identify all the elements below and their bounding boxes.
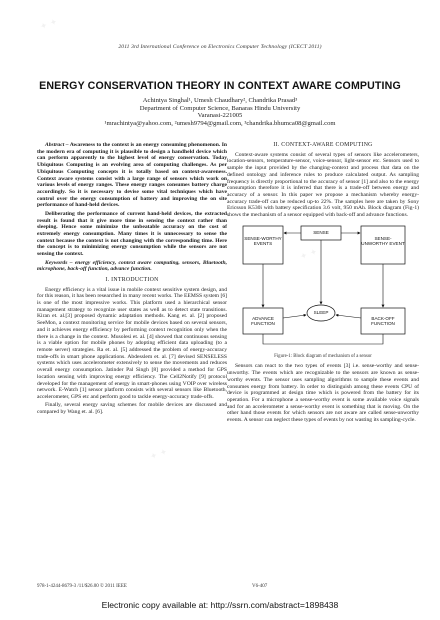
backoff-to-sleep-arrow: [336, 315, 361, 318]
advance-function-label: ADVANCE FUNCTION: [251, 315, 275, 327]
backoff-function-label: BACK-OFF FUNCTION: [371, 315, 395, 327]
section-2-heading: II. CONTEXT-AWARE COMPUTING: [273, 142, 373, 148]
footer-page-number: V6-407: [252, 584, 268, 589]
advance-to-sleep-arrow: [283, 315, 306, 318]
intro-paragraph-1: Energy efficiency is a vital issue in mobile context sensitive system design, and for this reason, it has been researched in many recent works. The EEMSS system [6] is one of the most impressive works. This platform used a hierarchical sensor management strategy to recognize user states as well as to detect state transitions. Kiran et. al.[3] proposed dynamic adaptation methods. Kang et. al. [2] proposed SeeMon, a context monitoring service for mobile devices based on several sensors, and it achieves energy efficiency by performing context recognition only when the there is a change in the context. Musolesi et. al. [4] showed that continuous sensing is a viable option for mobile phones by adopting efficient data uploading (to a remote server) strategies. Ra et. al. [5] addressed the problem of energy-accuracy trade-offs in smart phone applications. Abdesslem et. al. [7] devised SENSELESS systems which uses accelerometer extensively to sense the movements and reduces overall energy consumption. Jatinder Pal Singh [8] provided a method for GPS location sensing with improving energy efficiency. The Cell2Notify [9] protocol developed for the management of energy in smart-phones using VOIP over wireless network. E-Watch [1] sensor platform consists with several sensors like Bluetooth, accelerometer, GPS etc and perform good to tackle energy-accuracy trade-offs.: [37, 286, 227, 400]
context-paragraph-2: Sensors can react to the two types of events [3] i.e. sense-worthy and sense-unworthy. The events which are recognizable to the sensors are known as sense-worthy events. The sensor uses sampling algorithms to sample these events and consumes energy from battery. In order to distinguish among these events CPU of device is programmed at design time which is powered from the battery for its operation. For a microphone a sense-worthy event is some available voice signals and for an accelerometer a sense-worthy event is something that is moving. On the other hand those events for which sensors are not aware are called sense-unworthy events. A sensor can neglect these types of events by not wasting its sampling-cycle.: [227, 363, 419, 424]
block-diagram: [229, 222, 417, 352]
abstract-paragraph: [37, 142, 227, 209]
left-column: [37, 142, 227, 418]
figure-caption: Figure-1: Block diagram of mechanism of a sensor: [274, 353, 372, 359]
loop-line: [263, 334, 383, 344]
watermark: ✦ ✦: [38, 17, 60, 33]
keywords: [37, 260, 227, 273]
download-link[interactable]: Electronic copy available at: http://ssrn.com/abstract=1898438: [101, 600, 339, 610]
abstract-paragraph-2: Deliberating the performance of current hand-held devices, the extracted result is found that it give more time in sensing the context rather than sleeping. Hence some minimize the unbeatable accuracy on the cost of extremely energy consumption. Many times it is unnecessary to sense the context because the context is not changing with the corresponding time. Here the concept is to minimizing energy consumption while the sensors are not sensing the context.: [37, 210, 227, 258]
context-paragraph-1: Context-aware systems consist of several types of sensors like accelerometers, location-sensors, temperature-sensor, voice-sensor, light-sensor etc. Sensors used to sample the input provided by the changing-context and process that data on the defined ontology and inference rules to produce calculated output. As sampling frequency is directly proportional to the accuracy of sensor [1] and also to the energy consumption therefore it is inferred that there is a trade-off between energy and accuracy of a sensor. In this paper we propose a mechanism whereby energy-accuracy trade-off can be reduced up-to 22%. The samples here are taken by Sony Ericsson K530i with battery specification 3.6 volt, 950 mAh. Block diagram (Fig-1) shows the mechanism of a sensor equipped with back-off and advance functions.: [227, 151, 419, 219]
abstract-text: Awareness to the context is an energy consuming phenomenon. In the modern era of computing it is plausible to design a handheld device which can perform apparently to the highest level of energy conservation. Today Ubiquitous Computing is an evolving area of computing challenges. As per Ubiquitous Computing concepts it is totally based on context-awareness. Context aware systems consist with a large range of sensors which work on various levels of energy ranges. These energy ranges consumes battery charge accordingly. So it is necessary to devise some vital techniques which have control over the energy consumption of battery and improving the on site performance of hand-held devices.: [37, 142, 227, 209]
keywords-text: energy efficiency, context aware computing, sensors, Bluetooth, microphone, back-off function, advance function.: [37, 259, 227, 273]
watermark: ✦ ✦: [148, 447, 170, 463]
author-department: Department of Computer Science, Banaras Hindu University: [139, 104, 301, 112]
right-column: [227, 142, 419, 426]
footer-isbn: 978-1-4244-8679-3 /11/$26.00 © 2011 IEEE: [37, 584, 127, 589]
author-block: [0, 97, 440, 127]
keywords-label: Keywords –: [45, 259, 73, 266]
sleep-label: SLEEP: [313, 309, 329, 315]
paper-title: ENERGY CONSERVATION THEORY IN CONTEXT AWARE COMPUTING: [39, 80, 401, 92]
author-emails[interactable]: ¹mrachintya@yahoo.com, ²umesh9794@gmail.com, ³chandrika.bhumca08@gmail.com: [104, 119, 336, 127]
author-names: Achintya Singhal¹, Umesh Chaudhary², Chandrika Prasad³: [142, 97, 298, 104]
author-city: Varanasi-221005: [197, 112, 243, 120]
watermark: ✦ ✦: [298, 247, 320, 263]
intro-paragraph-2: Finally, several energy saving schemes for mobile devices are discussed and compared by Wang et. al. [6].: [37, 402, 227, 416]
sense-unworthy-label: SENSE-UNWORTHY EVENT: [361, 235, 405, 247]
conference-header: 2011 3rd International Conference on Electronics Computer Technology (ICECT 2011): [118, 44, 322, 50]
sense-worthy-label: SENSE-WORTHY EVENTS: [244, 235, 282, 247]
section-1-heading: I. INTRODUCTION: [105, 276, 159, 283]
abstract-label: Abstract –: [45, 142, 69, 148]
sense-label: SENSE: [313, 229, 329, 235]
